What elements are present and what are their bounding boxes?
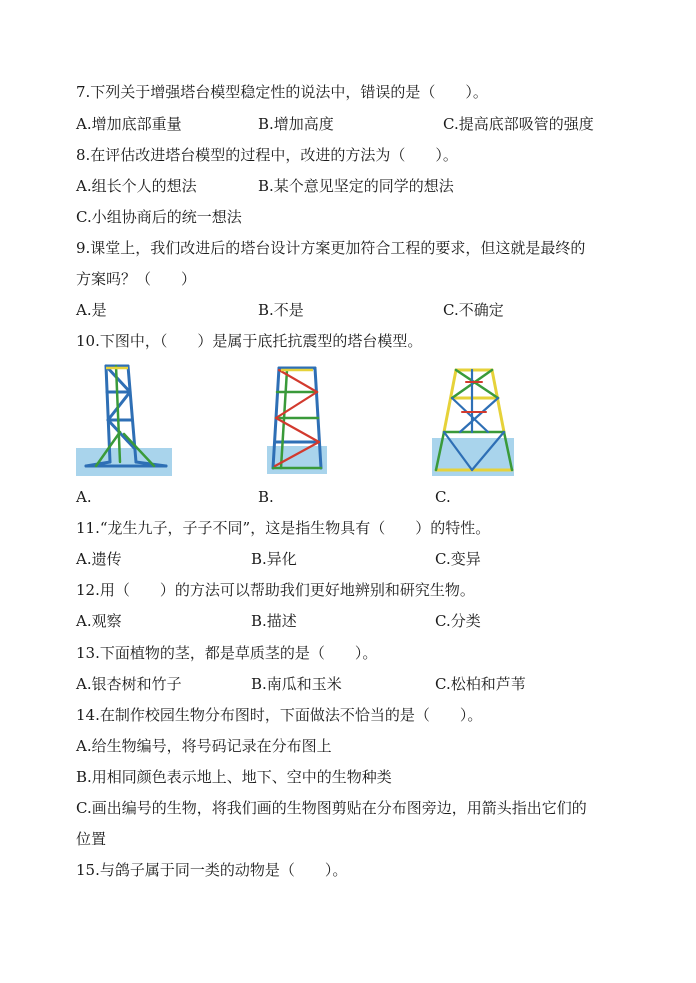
question-7-stem: 7.下列关于增强塔台模型稳定性的说法中，错误的是（ ）。 <box>76 83 488 101</box>
question-14-option-c-line1[interactable]: C.画出编号的生物，将我们画的生物图剪贴在分布图旁边，用箭头指出它们的 <box>76 799 587 817</box>
question-10-stem: 10.下图中，（ ）是属于底托抗震型的塔台模型。 <box>76 332 423 350</box>
question-8-option-c[interactable]: C.小组协商后的统一想法 <box>76 208 242 226</box>
question-9-option-c[interactable]: C.不确定 <box>443 301 504 319</box>
question-11-option-c[interactable]: C.变异 <box>435 550 481 568</box>
question-8-option-a[interactable]: A.组长个人的想法 <box>76 177 197 195</box>
question-13-option-b[interactable]: B.南瓜和玉米 <box>251 675 342 693</box>
question-14-option-c-line2[interactable]: 位置 <box>76 830 107 848</box>
tower-model-c-image[interactable] <box>432 362 518 478</box>
question-13-option-c[interactable]: C.松柏和芦苇 <box>435 675 526 693</box>
question-14-option-a[interactable]: A.给生物编号，将号码记录在分布图上 <box>76 737 332 755</box>
question-12-stem: 12.用（ ）的方法可以帮助我们更好地辨别和研究生物。 <box>76 581 475 599</box>
question-12-option-a[interactable]: A.观察 <box>76 612 122 630</box>
question-15-stem: 15.与鸽子属于同一类的动物是（ ）。 <box>76 861 348 879</box>
question-14-stem: 14.在制作校园生物分布图时，下面做法不恰当的是（ ）。 <box>76 706 483 724</box>
water-base <box>76 448 172 476</box>
question-11-option-a[interactable]: A.遗传 <box>76 550 122 568</box>
question-10-option-c[interactable]: C. <box>435 488 451 506</box>
question-14-option-b[interactable]: B.用相同颜色表示地上、地下、空中的生物种类 <box>76 768 392 786</box>
question-10-option-b[interactable]: B. <box>258 488 274 506</box>
question-7-option-c[interactable]: C.提高底部吸管的强度 <box>443 115 594 133</box>
question-12-option-c[interactable]: C.分类 <box>435 612 481 630</box>
question-7-option-b[interactable]: B.增加高度 <box>258 115 334 133</box>
question-7-option-a[interactable]: A.增加底部重量 <box>76 115 182 133</box>
tower-model-b-image[interactable] <box>265 364 329 476</box>
question-10-option-a[interactable]: A. <box>76 488 92 506</box>
question-11-option-b[interactable]: B.异化 <box>251 550 297 568</box>
question-8-option-b[interactable]: B.某个意见坚定的同学的想法 <box>258 177 454 195</box>
question-9-option-a[interactable]: A.是 <box>76 301 107 319</box>
question-9-stem-line2: 方案吗？（ ） <box>76 270 197 288</box>
tower-model-a-image[interactable] <box>76 362 172 478</box>
question-13-stem: 13.下面植物的茎，都是草质茎的是（ ）。 <box>76 644 378 662</box>
question-12-option-b[interactable]: B.描述 <box>251 612 297 630</box>
water-base <box>267 446 327 474</box>
question-8-stem: 8.在评估改进塔台模型的过程中，改进的方法为（ ）。 <box>76 146 458 164</box>
question-13-option-a[interactable]: A.银杏树和竹子 <box>76 675 182 693</box>
question-9-option-b[interactable]: B.不是 <box>258 301 304 319</box>
question-11-stem: 11.“龙生九子，子子不同”，这是指生物具有（ ）的特性。 <box>76 519 491 537</box>
question-9-stem-line1: 9.课堂上，我们改进后的塔台设计方案更加符合工程的要求，但这就是最终的 <box>76 239 586 257</box>
